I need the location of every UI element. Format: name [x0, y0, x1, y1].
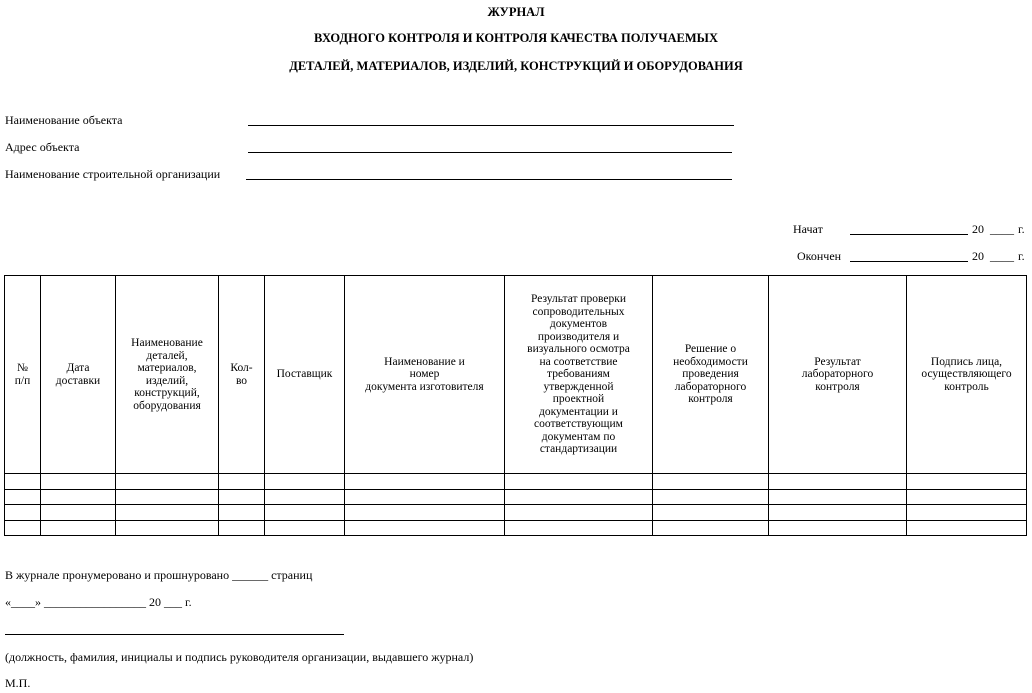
- table-cell[interactable]: [41, 520, 116, 536]
- table-cell[interactable]: [5, 474, 41, 490]
- table-cell[interactable]: [505, 489, 653, 505]
- table-cell[interactable]: [505, 505, 653, 521]
- table-cell[interactable]: [907, 474, 1027, 490]
- header-item-name: Наименование деталей, материалов, изделий, конструкций, оборудования: [116, 276, 219, 474]
- signature-caption: (должность, фамилия, инициалы и подпись руководителя организации, выдавшего журнал): [5, 650, 474, 664]
- table-cell[interactable]: [907, 489, 1027, 505]
- table-cell[interactable]: [653, 489, 769, 505]
- table-cell[interactable]: [219, 520, 265, 536]
- table-cell[interactable]: [505, 520, 653, 536]
- table-cell[interactable]: [345, 505, 505, 521]
- table-cell[interactable]: [219, 489, 265, 505]
- journal-table: [4, 275, 1027, 536]
- table-cell[interactable]: [653, 505, 769, 521]
- table-cell[interactable]: [116, 474, 219, 490]
- table-cell[interactable]: [769, 520, 907, 536]
- table-cell[interactable]: [907, 505, 1027, 521]
- table-cell[interactable]: [116, 489, 219, 505]
- table-row: [5, 489, 1027, 505]
- end-year-suffix: г.: [1018, 249, 1025, 263]
- header-lab-control-decision: Решение о необходимости проведения лабораторного контроля: [653, 276, 769, 474]
- table-cell[interactable]: [5, 489, 41, 505]
- table-cell[interactable]: [769, 505, 907, 521]
- start-year-suffix: г.: [1018, 222, 1025, 236]
- header-quantity: Кол- во: [219, 276, 265, 474]
- table-cell[interactable]: [41, 489, 116, 505]
- table-cell[interactable]: [219, 474, 265, 490]
- end-date-field[interactable]: [850, 261, 968, 262]
- table-row: [5, 505, 1027, 521]
- object-address-field[interactable]: [248, 152, 732, 153]
- object-name-label: Наименование объекта: [5, 113, 123, 127]
- table-cell[interactable]: [41, 505, 116, 521]
- table-cell[interactable]: [769, 489, 907, 505]
- table-cell[interactable]: [265, 505, 345, 521]
- table-cell[interactable]: [41, 474, 116, 490]
- signature-line[interactable]: [5, 634, 344, 635]
- object-address-label: Адрес объекта: [5, 140, 80, 154]
- object-name-field[interactable]: [248, 125, 734, 126]
- end-year-blank[interactable]: ____: [990, 249, 1014, 263]
- table-cell[interactable]: [345, 474, 505, 490]
- start-year-blank[interactable]: ____: [990, 222, 1014, 236]
- table-row: [5, 474, 1027, 490]
- table-cell[interactable]: [345, 520, 505, 536]
- pages-count-text: В журнале пронумеровано и прошнуровано ______ страниц: [5, 568, 313, 582]
- start-date-field[interactable]: [850, 234, 968, 235]
- table-cell[interactable]: [505, 474, 653, 490]
- table-cell[interactable]: [769, 474, 907, 490]
- table-cell[interactable]: [219, 505, 265, 521]
- table-cell[interactable]: [265, 474, 345, 490]
- end-year-prefix: 20: [972, 249, 984, 263]
- org-name-label: Наименование строительной организации: [5, 167, 221, 181]
- stamp-label: М.П.: [5, 676, 31, 690]
- header-delivery-date: Дата доставки: [41, 276, 116, 474]
- table-row: [5, 520, 1027, 536]
- end-label: Окончен: [797, 249, 842, 263]
- table-header-row: [5, 276, 1027, 474]
- table-cell[interactable]: [5, 520, 41, 536]
- issue-date-text: «____» _________________ 20 ___ г.: [5, 595, 192, 609]
- header-document-check-result: Результат проверки сопроводительных документов производителя и визуального осмотра на соответствие требованиям утвержденной проектной документации и соответствующим документам по стандартизации: [505, 276, 653, 474]
- header-supplier: Поставщик: [265, 276, 345, 474]
- journal-subtitle-1: ВХОДНОГО КОНТРОЛЯ И КОНТРОЛЯ КАЧЕСТВА ПОЛУЧАЕМЫХ: [314, 31, 718, 45]
- header-manufacturer-document: Наименование и номер документа изготовителя: [345, 276, 505, 474]
- start-label: Начат: [793, 222, 823, 236]
- start-year-prefix: 20: [972, 222, 984, 236]
- table-cell[interactable]: [653, 520, 769, 536]
- table-cell[interactable]: [5, 505, 41, 521]
- org-name-field[interactable]: [246, 179, 732, 180]
- table-cell[interactable]: [116, 505, 219, 521]
- table-cell[interactable]: [265, 489, 345, 505]
- journal-title: ЖУРНАЛ: [487, 5, 545, 19]
- table-cell[interactable]: [907, 520, 1027, 536]
- table-cell[interactable]: [265, 520, 345, 536]
- table-cell[interactable]: [116, 520, 219, 536]
- table-cell[interactable]: [345, 489, 505, 505]
- header-controller-signature: Подпись лица, осуществляющего контроль: [907, 276, 1027, 474]
- header-lab-control-result: Результат лабораторного контроля: [769, 276, 907, 474]
- header-number: № п/п: [5, 276, 41, 474]
- journal-subtitle-2: ДЕТАЛЕЙ, МАТЕРИАЛОВ, ИЗДЕЛИЙ, КОНСТРУКЦИЙ И ОБОРУДОВАНИЯ: [289, 59, 743, 73]
- table-cell[interactable]: [653, 474, 769, 490]
